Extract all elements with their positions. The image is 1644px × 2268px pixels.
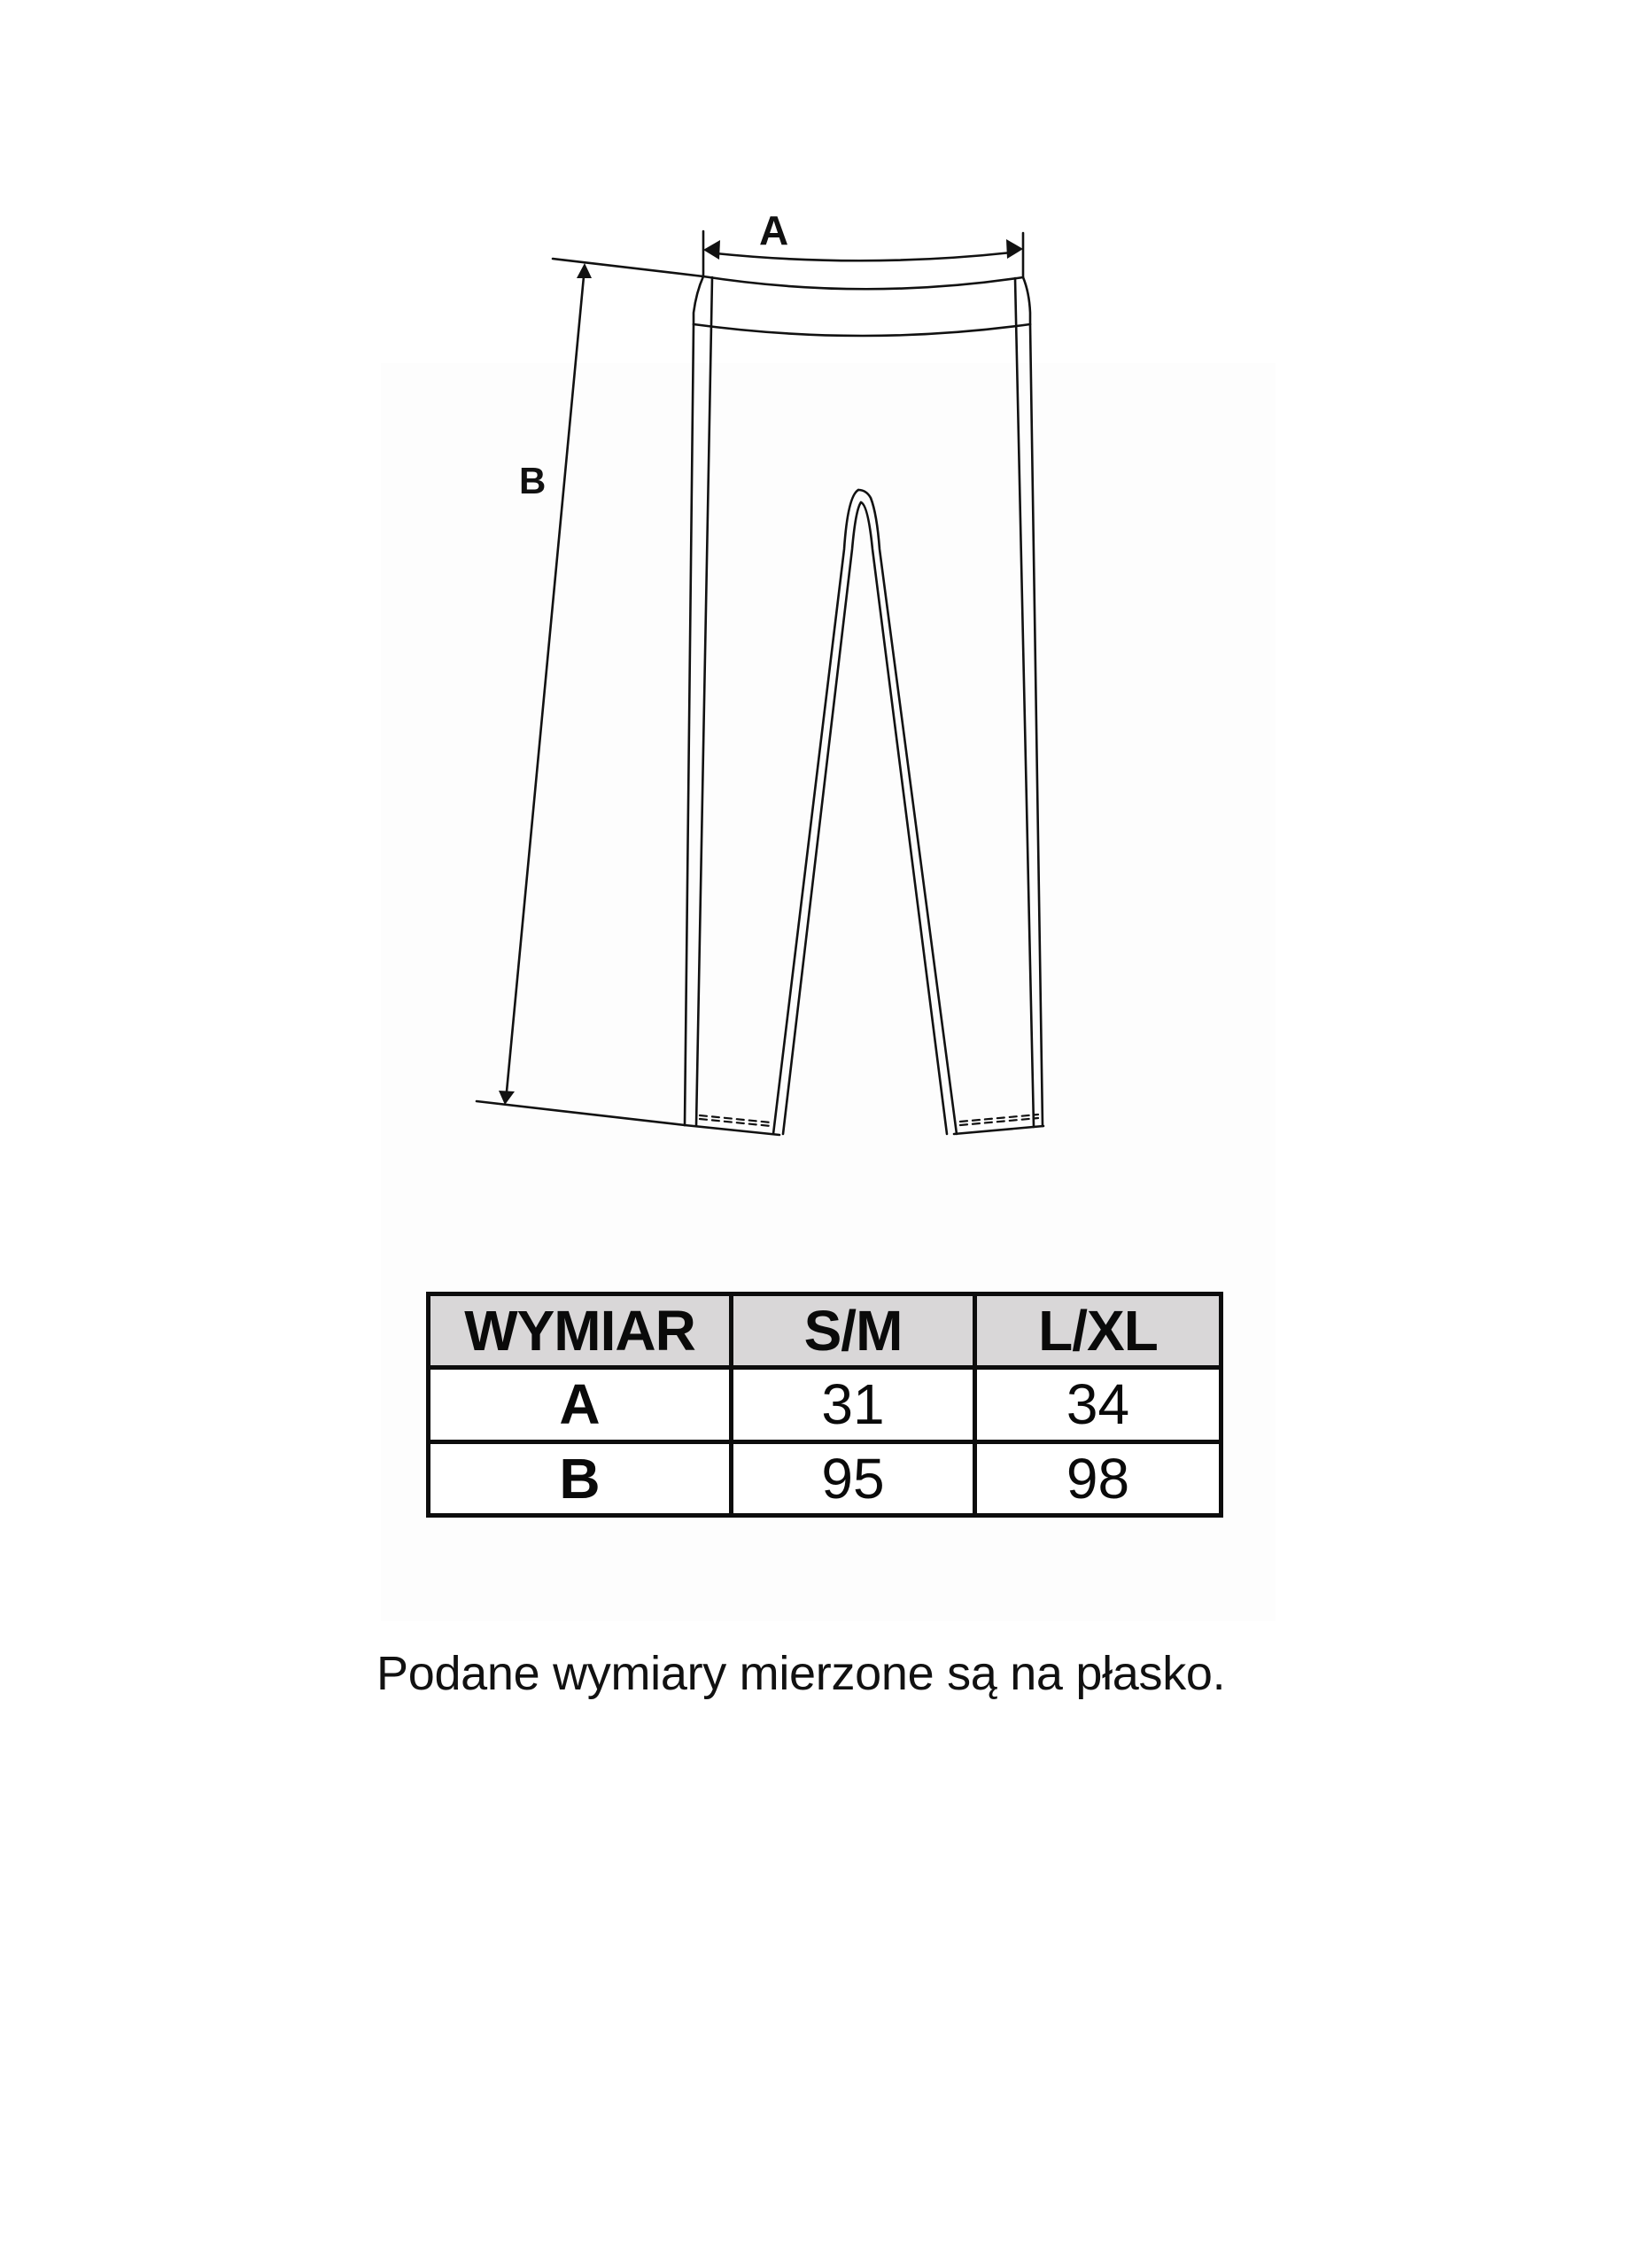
- size-table: [426, 1292, 1223, 1518]
- dimension-a-indicator: [703, 231, 1023, 277]
- cell-b-lxl: 98: [975, 1441, 1221, 1515]
- header-size-lxl: L/XL: [975, 1294, 1221, 1368]
- arrow-b-bottom-icon: [499, 1091, 515, 1105]
- table-row: [429, 1368, 1221, 1441]
- dimension-b-indicator: [477, 259, 703, 1125]
- waistband: [694, 276, 1030, 336]
- right-leg: [858, 278, 1043, 1134]
- row-label-a: A: [429, 1368, 732, 1441]
- dimension-a-label: A: [759, 207, 789, 253]
- row-label-b: B: [429, 1441, 732, 1515]
- arrow-b-top-icon: [577, 263, 592, 278]
- cell-a-sm: 31: [732, 1368, 975, 1441]
- cell-b-sm: 95: [732, 1441, 975, 1515]
- table-row: [429, 1441, 1221, 1515]
- hem-stitching: [700, 1115, 1038, 1126]
- cell-a-lxl: 34: [975, 1368, 1221, 1441]
- header-size-sm: S/M: [732, 1294, 975, 1368]
- arrow-a-right-icon: [1006, 239, 1023, 259]
- left-leg: [685, 277, 861, 1135]
- header-dimension: WYMIAR: [429, 1294, 732, 1368]
- measurement-note: Podane wymiary mierzone są na płasko.: [376, 1647, 1226, 1700]
- dimension-b-label: B: [519, 460, 547, 501]
- table-header-row: [429, 1294, 1221, 1368]
- arrow-a-left-icon: [703, 240, 720, 260]
